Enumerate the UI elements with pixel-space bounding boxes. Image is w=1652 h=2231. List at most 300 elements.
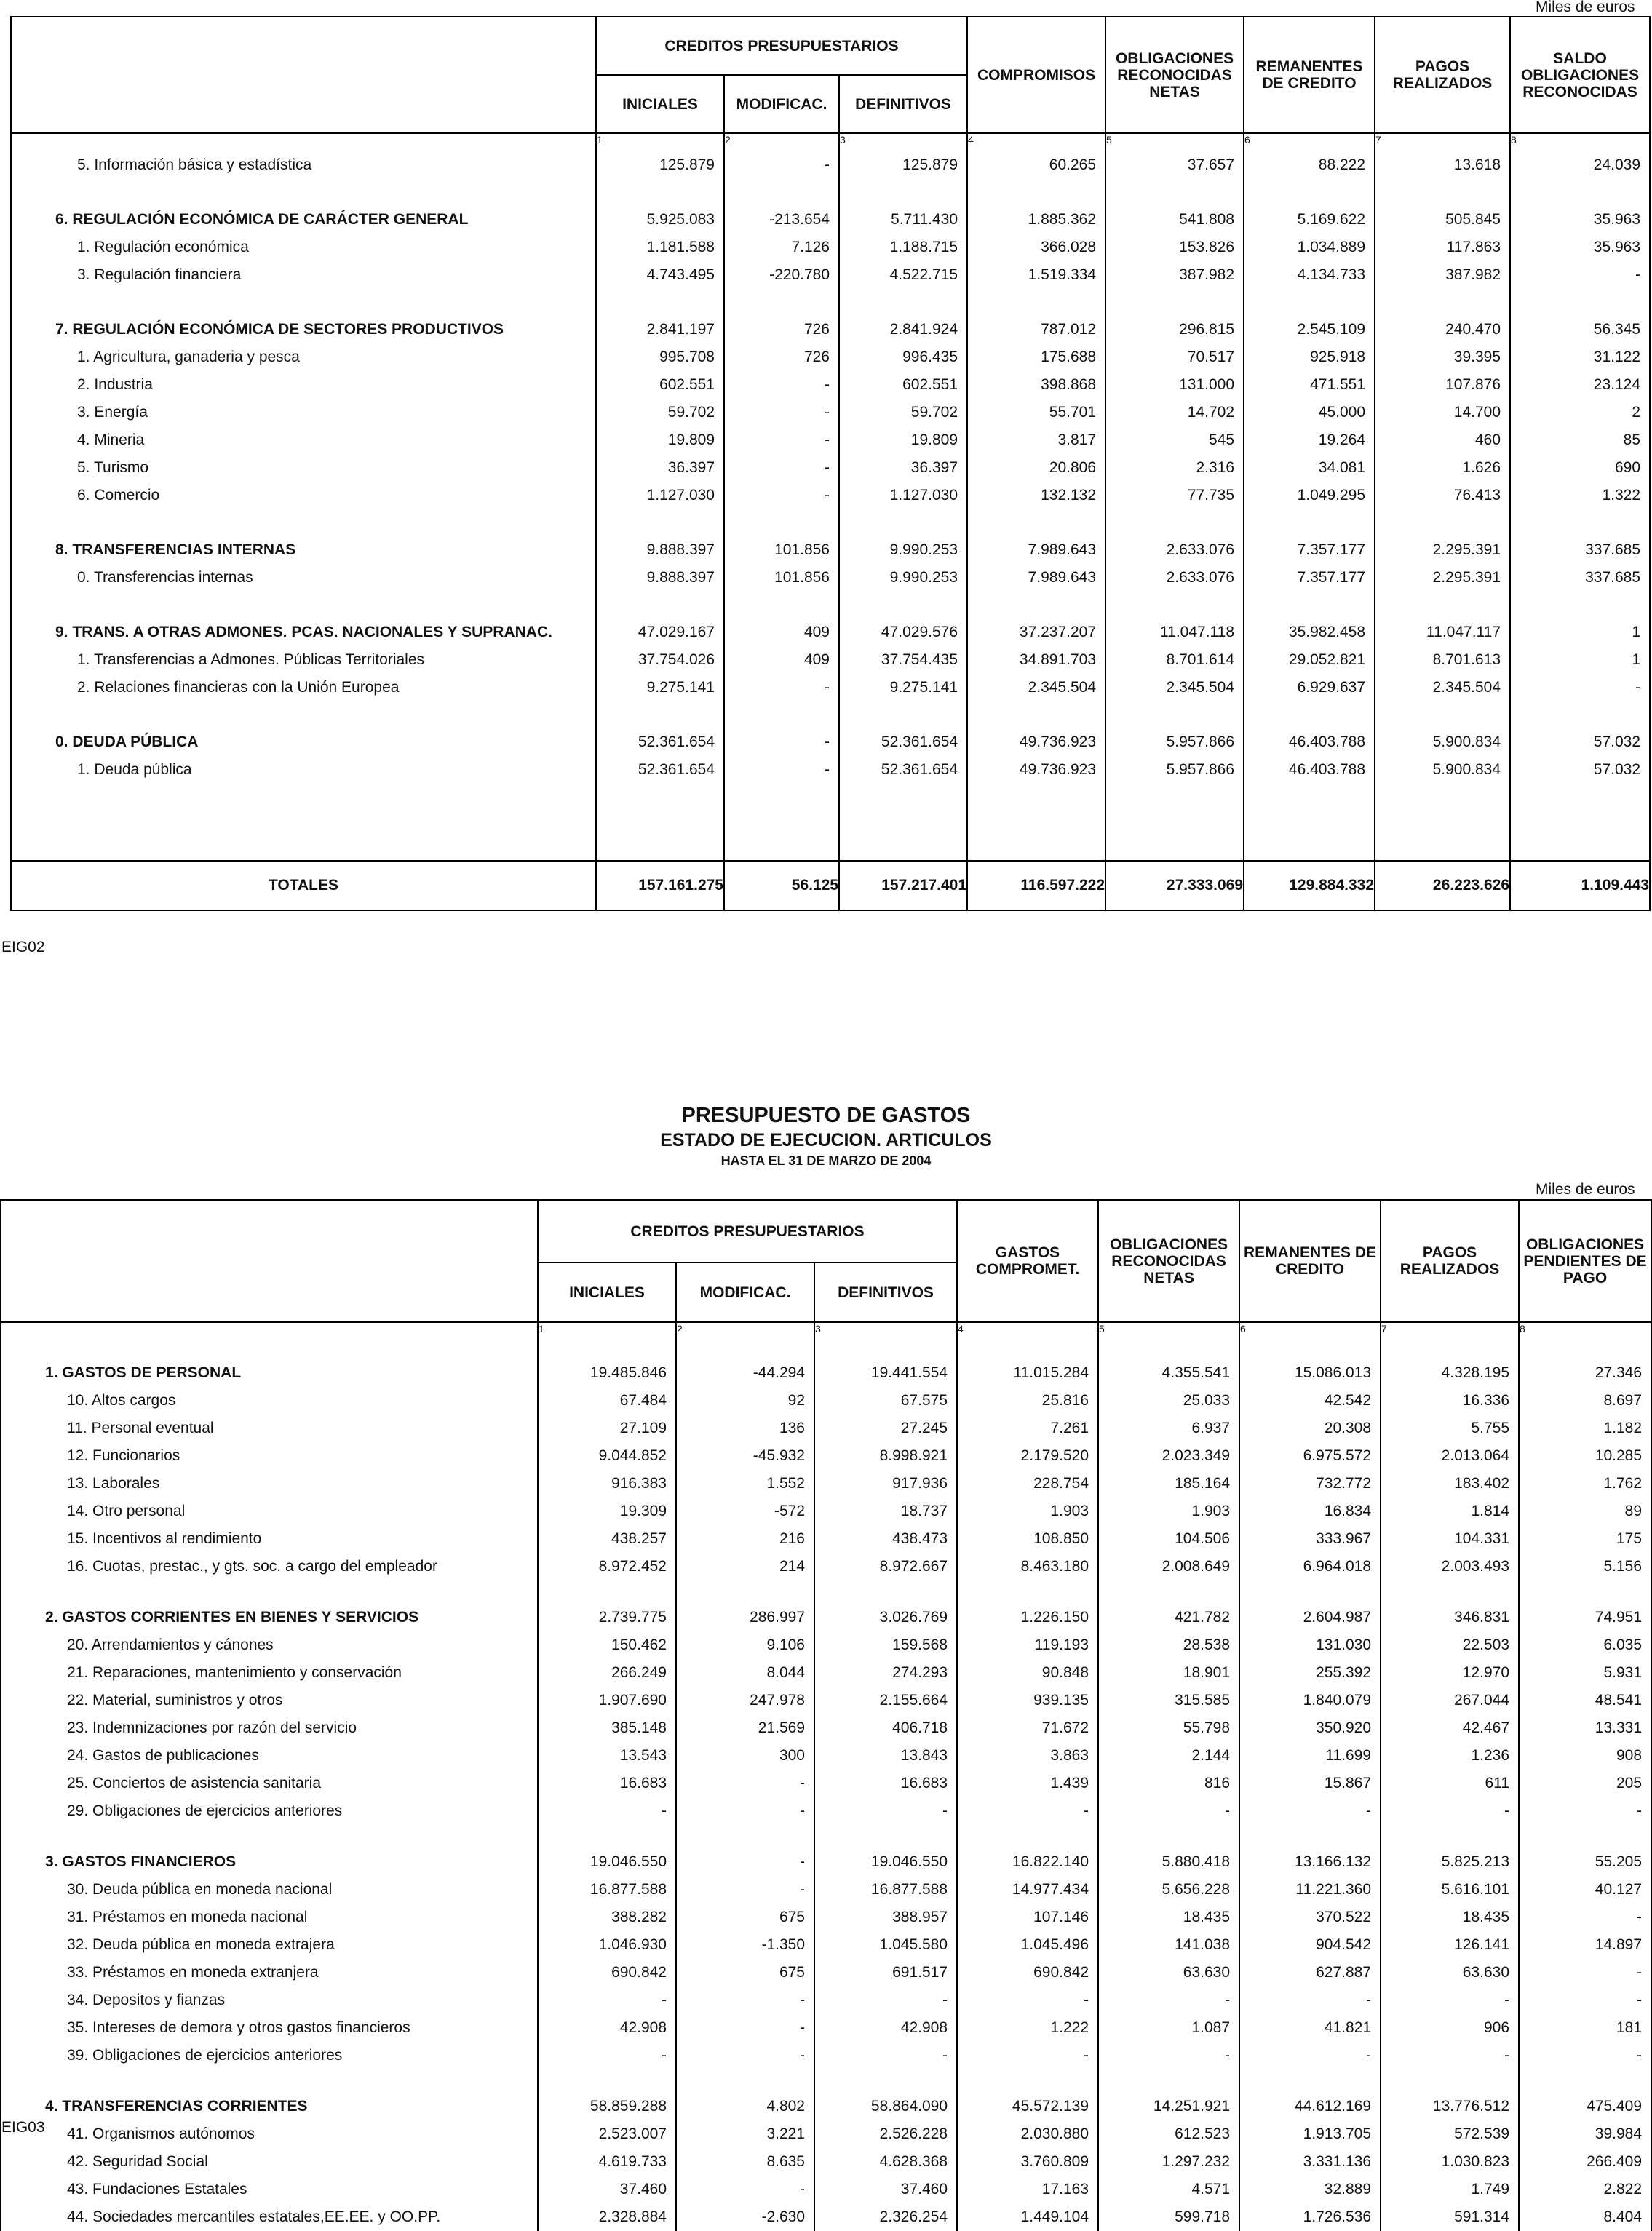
row-value: 2.841.924 bbox=[839, 316, 967, 343]
row-value: 409 bbox=[724, 619, 839, 646]
row-value: 46.403.788 bbox=[1244, 728, 1375, 756]
row-value: 1.236 bbox=[1381, 1742, 1519, 1770]
header-obligaciones-2: OBLIGACIONES RECONOCIDAS NETAS bbox=[1098, 1200, 1239, 1322]
row-value: 471.551 bbox=[1244, 371, 1375, 399]
row-value: 572.539 bbox=[1381, 2120, 1519, 2148]
spacer-row bbox=[11, 701, 1650, 728]
row-value: 5.900.834 bbox=[1375, 756, 1510, 784]
row-value: 104.506 bbox=[1098, 1525, 1239, 1553]
row-value: 366.028 bbox=[967, 234, 1105, 261]
row-value: 2.326.254 bbox=[814, 2203, 957, 2231]
row-value: 2.841.197 bbox=[596, 316, 724, 343]
row-value: 5.156 bbox=[1519, 1553, 1651, 1580]
column-number: 3 bbox=[814, 1322, 957, 1340]
row-value: 1.087 bbox=[1098, 2014, 1239, 2042]
spacer-row bbox=[1, 1580, 1651, 1604]
row-value: 42.908 bbox=[814, 2014, 957, 2042]
row-value: 136 bbox=[676, 1415, 814, 1442]
row-label: 5. Información básica y estadística bbox=[77, 156, 312, 173]
row-value: 57.032 bbox=[1510, 728, 1650, 756]
row-value: 2.604.987 bbox=[1239, 1604, 1381, 1631]
row-value: 2.526.228 bbox=[814, 2120, 957, 2148]
row-value: 22.503 bbox=[1381, 1631, 1519, 1659]
row-value: 27.245 bbox=[814, 1415, 957, 1442]
row-value: 2.328.884 bbox=[538, 2203, 676, 2231]
row-label: 8. TRANSFERENCIAS INTERNAS bbox=[55, 541, 296, 558]
row-value: - bbox=[1519, 1904, 1651, 1931]
row-value: - bbox=[538, 1797, 676, 1825]
column-number-row bbox=[11, 133, 1650, 151]
spacer-row bbox=[1, 1340, 1651, 1359]
row-value: 37.237.207 bbox=[967, 619, 1105, 646]
row-value: 126.141 bbox=[1381, 1931, 1519, 1959]
row-value: - bbox=[724, 426, 839, 454]
row-value: 7.989.643 bbox=[967, 536, 1105, 564]
row-value: 13.618 bbox=[1375, 151, 1510, 179]
table-row bbox=[1, 1742, 1651, 1770]
totals-value: 56.125 bbox=[724, 861, 839, 910]
column-number: 1 bbox=[538, 1322, 676, 1340]
row-value: - bbox=[957, 1797, 1098, 1825]
header-creditos-2: CREDITOS PRESUPUESTARIOS bbox=[538, 1200, 957, 1262]
row-value: 205 bbox=[1519, 1770, 1651, 1797]
row-value: 131.030 bbox=[1239, 1631, 1381, 1659]
row-value: 505.845 bbox=[1375, 206, 1510, 234]
row-value: 63.630 bbox=[1098, 1959, 1239, 1987]
row-value: - bbox=[724, 482, 839, 509]
row-value: 9.888.397 bbox=[596, 536, 724, 564]
row-value: 1.814 bbox=[1381, 1498, 1519, 1525]
row-value: 11.699 bbox=[1239, 1742, 1381, 1770]
row-value: - bbox=[676, 1848, 814, 1876]
header-remanentes-2: REMANENTES DE CREDITO bbox=[1239, 1200, 1381, 1322]
row-value: 5.957.866 bbox=[1105, 756, 1244, 784]
row-label: 25. Conciertos de asistencia sanitaria bbox=[67, 1775, 322, 1791]
row-value: 438.473 bbox=[814, 1525, 957, 1553]
row-value: 29.052.821 bbox=[1244, 646, 1375, 674]
row-value: 16.834 bbox=[1239, 1498, 1381, 1525]
row-value: 16.877.588 bbox=[814, 1876, 957, 1904]
totals-value: 27.333.069 bbox=[1105, 861, 1244, 910]
row-value: 816 bbox=[1098, 1770, 1239, 1797]
row-value: 45.572.139 bbox=[957, 2093, 1098, 2120]
row-value: 247.978 bbox=[676, 1687, 814, 1714]
row-label: 11. Personal eventual bbox=[67, 1420, 214, 1436]
row-value: 346.831 bbox=[1381, 1604, 1519, 1631]
row-label: 33. Préstamos en moneda extranjera bbox=[67, 1964, 319, 1981]
row-value: 13.166.132 bbox=[1239, 1848, 1381, 1876]
row-label: 2. Industria bbox=[77, 376, 153, 393]
row-value: - bbox=[1239, 1987, 1381, 2014]
row-value: 16.683 bbox=[538, 1770, 676, 1797]
row-value: 2.345.504 bbox=[967, 674, 1105, 701]
row-value: 2.023.349 bbox=[1098, 1442, 1239, 1470]
row-value: 9.044.852 bbox=[538, 1442, 676, 1470]
row-value: 15.867 bbox=[1239, 1770, 1381, 1797]
column-number: 4 bbox=[957, 1322, 1098, 1340]
totals-value: 26.223.626 bbox=[1375, 861, 1510, 910]
row-value: -44.294 bbox=[676, 1359, 814, 1387]
column-number: 7 bbox=[1375, 133, 1510, 151]
row-value: 691.517 bbox=[814, 1959, 957, 1987]
row-value: 300 bbox=[676, 1742, 814, 1770]
row-label: 4. TRANSFERENCIAS CORRIENTES bbox=[45, 2098, 308, 2115]
table-row bbox=[1, 2148, 1651, 2176]
row-value: 2.030.880 bbox=[957, 2120, 1098, 2148]
header-modificac-2: MODIFICAC. bbox=[676, 1262, 814, 1322]
row-value: 286.997 bbox=[676, 1604, 814, 1631]
row-value: 1.045.580 bbox=[814, 1931, 957, 1959]
row-value: 8.998.921 bbox=[814, 1442, 957, 1470]
row-value: 25.816 bbox=[957, 1387, 1098, 1415]
row-value: 1.226.150 bbox=[957, 1604, 1098, 1631]
header-iniciales-2: INICIALES bbox=[538, 1262, 676, 1322]
row-value: 1.181.588 bbox=[596, 234, 724, 261]
row-value: - bbox=[1510, 261, 1650, 289]
section-heading-row bbox=[1, 1848, 1651, 1876]
row-label: 0. Transferencias internas bbox=[77, 569, 253, 586]
row-value: 18.435 bbox=[1381, 1904, 1519, 1931]
table-row bbox=[11, 234, 1650, 261]
table-row bbox=[1, 1470, 1651, 1498]
row-label: 0. DEUDA PÚBLICA bbox=[55, 733, 199, 750]
table-row bbox=[1, 1959, 1651, 1987]
row-value: 31.122 bbox=[1510, 343, 1650, 371]
row-value: - bbox=[1098, 2042, 1239, 2069]
row-value: 9.106 bbox=[676, 1631, 814, 1659]
row-value: 1.049.295 bbox=[1244, 482, 1375, 509]
row-value: - bbox=[538, 1987, 676, 2014]
row-value: 3.331.136 bbox=[1239, 2148, 1381, 2176]
row-value: 9.275.141 bbox=[839, 674, 967, 701]
row-value: 5.711.430 bbox=[839, 206, 967, 234]
row-value: 85 bbox=[1510, 426, 1650, 454]
table-row bbox=[11, 343, 1650, 371]
row-value: 315.585 bbox=[1098, 1687, 1239, 1714]
row-label: 32. Deuda pública en moneda extrajera bbox=[67, 1936, 335, 1953]
footer-code-1: EIG02 bbox=[1, 939, 45, 955]
row-value: 388.957 bbox=[814, 1904, 957, 1931]
row-value: 1.045.496 bbox=[957, 1931, 1098, 1959]
row-value: 13.331 bbox=[1519, 1714, 1651, 1742]
table-row bbox=[1, 1687, 1651, 1714]
row-value: 906 bbox=[1381, 2014, 1519, 2042]
row-value: 1.439 bbox=[957, 1770, 1098, 1797]
document-title: PRESUPUESTO DE GASTOS bbox=[681, 1104, 971, 1127]
row-value: - bbox=[724, 756, 839, 784]
row-value: 47.029.167 bbox=[596, 619, 724, 646]
table-row bbox=[11, 399, 1650, 426]
row-value: 37.754.026 bbox=[596, 646, 724, 674]
row-value: 108.850 bbox=[957, 1525, 1098, 1553]
table-row bbox=[11, 482, 1650, 509]
row-label: 10. Altos cargos bbox=[67, 1392, 176, 1409]
row-value: - bbox=[724, 371, 839, 399]
row-value: 1.127.030 bbox=[839, 482, 967, 509]
row-value: 52.361.654 bbox=[596, 728, 724, 756]
row-value: - bbox=[676, 1876, 814, 1904]
row-value: 8.044 bbox=[676, 1659, 814, 1687]
row-value: 3.760.809 bbox=[957, 2148, 1098, 2176]
row-value: 11.221.360 bbox=[1239, 1876, 1381, 1904]
row-value: 627.887 bbox=[1239, 1959, 1381, 1987]
row-value: 6.964.018 bbox=[1239, 1553, 1381, 1580]
row-value: 387.982 bbox=[1105, 261, 1244, 289]
row-value: 59.702 bbox=[596, 399, 724, 426]
spacer-row bbox=[11, 509, 1650, 536]
row-label: 2. Relaciones financieras con la Unión Europea bbox=[77, 679, 400, 696]
row-value: 2.179.520 bbox=[957, 1442, 1098, 1470]
row-value: -220.780 bbox=[724, 261, 839, 289]
row-value: 1.449.104 bbox=[957, 2203, 1098, 2231]
row-label: 1. GASTOS DE PERSONAL bbox=[45, 1364, 242, 1381]
row-value: - bbox=[1519, 1987, 1651, 2014]
row-value: 602.551 bbox=[596, 371, 724, 399]
spacer-row bbox=[1, 1825, 1651, 1848]
row-value: 41.821 bbox=[1239, 2014, 1381, 2042]
row-value: - bbox=[814, 1797, 957, 1825]
row-value: 25.033 bbox=[1098, 1387, 1239, 1415]
row-label: 1. Deuda pública bbox=[77, 761, 192, 778]
row-value: 67.575 bbox=[814, 1387, 957, 1415]
row-value: 5.900.834 bbox=[1375, 728, 1510, 756]
row-value: 2.013.064 bbox=[1381, 1442, 1519, 1470]
row-value: 14.977.434 bbox=[957, 1876, 1098, 1904]
row-label: 42. Seguridad Social bbox=[67, 2153, 208, 2170]
row-value: 88.222 bbox=[1244, 151, 1375, 179]
row-value: 6.937 bbox=[1098, 1415, 1239, 1442]
row-value: 28.538 bbox=[1098, 1631, 1239, 1659]
row-value: - bbox=[1519, 1797, 1651, 1825]
row-value: 42.542 bbox=[1239, 1387, 1381, 1415]
header-compromisos: COMPROMISOS bbox=[967, 17, 1105, 133]
row-label: 14. Otro personal bbox=[67, 1503, 186, 1519]
row-value: 2.295.391 bbox=[1375, 564, 1510, 592]
row-label: 35. Intereses de demora y otros gastos financieros bbox=[67, 2019, 410, 2036]
row-value: 36.397 bbox=[839, 454, 967, 482]
row-value: 916.383 bbox=[538, 1470, 676, 1498]
table-row bbox=[11, 371, 1650, 399]
row-value: 228.754 bbox=[957, 1470, 1098, 1498]
row-value: 398.868 bbox=[967, 371, 1105, 399]
row-value: 2.633.076 bbox=[1105, 564, 1244, 592]
row-label: 3. GASTOS FINANCIEROS bbox=[45, 1853, 237, 1870]
column-number: 3 bbox=[839, 133, 967, 151]
row-value: 34.081 bbox=[1244, 454, 1375, 482]
row-value: - bbox=[724, 674, 839, 701]
row-value: 2.155.664 bbox=[814, 1687, 957, 1714]
row-value: 612.523 bbox=[1098, 2120, 1239, 2148]
row-value: 611 bbox=[1381, 1770, 1519, 1797]
row-value: 52.361.654 bbox=[596, 756, 724, 784]
row-value: 4.619.733 bbox=[538, 2148, 676, 2176]
row-value: 438.257 bbox=[538, 1525, 676, 1553]
row-value: 36.397 bbox=[596, 454, 724, 482]
row-value: - bbox=[1381, 1987, 1519, 2014]
row-label: 1. Transferencias a Admones. Públicas Territoriales bbox=[77, 651, 425, 668]
row-value: 39.395 bbox=[1375, 343, 1510, 371]
row-value: 541.808 bbox=[1105, 206, 1244, 234]
row-value: 40.127 bbox=[1519, 1876, 1651, 1904]
row-value: 16.822.140 bbox=[957, 1848, 1098, 1876]
row-value: 16.336 bbox=[1381, 1387, 1519, 1415]
row-value: 35.963 bbox=[1510, 234, 1650, 261]
row-value: 1.903 bbox=[1098, 1498, 1239, 1525]
row-value: 9.990.253 bbox=[839, 536, 967, 564]
section-heading-row bbox=[1, 1359, 1651, 1387]
row-value: 787.012 bbox=[967, 316, 1105, 343]
row-value: 14.251.921 bbox=[1098, 2093, 1239, 2120]
row-value: - bbox=[676, 2176, 814, 2203]
row-value: 675 bbox=[676, 1959, 814, 1987]
row-value: 370.522 bbox=[1239, 1904, 1381, 1931]
row-value: 39.984 bbox=[1519, 2120, 1651, 2148]
table-row bbox=[11, 426, 1650, 454]
row-value: 5.656.228 bbox=[1098, 1876, 1239, 1904]
row-value: 2.003.493 bbox=[1381, 1553, 1519, 1580]
row-value: 4.571 bbox=[1098, 2176, 1239, 2203]
row-value: -45.932 bbox=[676, 1442, 814, 1470]
table-row bbox=[11, 674, 1650, 701]
row-value: 101.856 bbox=[724, 536, 839, 564]
row-value: 690.842 bbox=[538, 1959, 676, 1987]
row-value: 15.086.013 bbox=[1239, 1359, 1381, 1387]
row-value: 4.628.368 bbox=[814, 2148, 957, 2176]
row-value: 44.612.169 bbox=[1239, 2093, 1381, 2120]
row-value: 7.261 bbox=[957, 1415, 1098, 1442]
row-value: 90.848 bbox=[957, 1659, 1098, 1687]
spacer-row bbox=[11, 179, 1650, 206]
row-value: 18.435 bbox=[1098, 1904, 1239, 1931]
row-value: - bbox=[676, 1770, 814, 1797]
row-value: 1.222 bbox=[957, 2014, 1098, 2042]
row-value: 475.409 bbox=[1519, 2093, 1651, 2120]
row-value: - bbox=[814, 1987, 957, 2014]
row-value: 1.297.232 bbox=[1098, 2148, 1239, 2176]
row-value: 16.877.588 bbox=[538, 1876, 676, 1904]
row-value: 49.736.923 bbox=[967, 756, 1105, 784]
row-value: 5.825.213 bbox=[1381, 1848, 1519, 1876]
row-value: - bbox=[676, 1797, 814, 1825]
row-value: 1.519.334 bbox=[967, 261, 1105, 289]
table-row bbox=[1, 1797, 1651, 1825]
row-value: 421.782 bbox=[1098, 1604, 1239, 1631]
header-pagos: PAGOS REALIZADOS bbox=[1375, 17, 1510, 133]
row-value: - bbox=[676, 2042, 814, 2069]
footer-code-2: EIG03 bbox=[1, 2119, 45, 2136]
header-remanentes: REMANENTES DE CREDITO bbox=[1244, 17, 1375, 133]
row-value: 55.798 bbox=[1098, 1714, 1239, 1742]
row-value: 21.569 bbox=[676, 1714, 814, 1742]
row-value: 71.672 bbox=[957, 1714, 1098, 1742]
row-value: 92 bbox=[676, 1387, 814, 1415]
row-value: 4.743.495 bbox=[596, 261, 724, 289]
row-value: 409 bbox=[724, 646, 839, 674]
row-value: 18.901 bbox=[1098, 1659, 1239, 1687]
table-row bbox=[11, 564, 1650, 592]
totals-value: 129.884.332 bbox=[1244, 861, 1375, 910]
row-value: 387.982 bbox=[1375, 261, 1510, 289]
column-number: 6 bbox=[1244, 133, 1375, 151]
row-value: - bbox=[1381, 1797, 1519, 1825]
row-value: 4.802 bbox=[676, 2093, 814, 2120]
column-number: 5 bbox=[1105, 133, 1244, 151]
row-label: 12. Funcionarios bbox=[67, 1447, 180, 1464]
table-row bbox=[11, 261, 1650, 289]
row-value: 48.541 bbox=[1519, 1687, 1651, 1714]
row-value: 1.030.823 bbox=[1381, 2148, 1519, 2176]
table-row bbox=[1, 2014, 1651, 2042]
row-value: 1.907.690 bbox=[538, 1687, 676, 1714]
row-value: 37.460 bbox=[538, 2176, 676, 2203]
row-value: 2.545.109 bbox=[1244, 316, 1375, 343]
row-value: 27.109 bbox=[538, 1415, 676, 1442]
row-value: - bbox=[1519, 1959, 1651, 1987]
row-value: 159.568 bbox=[814, 1631, 957, 1659]
row-value: 60.265 bbox=[967, 151, 1105, 179]
row-value: 3.817 bbox=[967, 426, 1105, 454]
row-value: 19.309 bbox=[538, 1498, 676, 1525]
row-value: 267.044 bbox=[1381, 1687, 1519, 1714]
document-subtitle: ESTADO DE EJECUCION. ARTICULOS bbox=[660, 1130, 992, 1150]
row-value: 337.685 bbox=[1510, 536, 1650, 564]
row-value: - bbox=[724, 151, 839, 179]
row-value: 107.146 bbox=[957, 1904, 1098, 1931]
row-value: 57.032 bbox=[1510, 756, 1650, 784]
row-value: - bbox=[1239, 1797, 1381, 1825]
row-value: 460 bbox=[1375, 426, 1510, 454]
row-value: 2.345.504 bbox=[1105, 674, 1244, 701]
row-label: 34. Depositos y fianzas bbox=[67, 1992, 226, 2008]
spacer-row bbox=[11, 784, 1650, 861]
row-value: 8.701.613 bbox=[1375, 646, 1510, 674]
row-value: 904.542 bbox=[1239, 1931, 1381, 1959]
header-pendientes: OBLIGACIONES PENDIENTES DE PAGO bbox=[1519, 1200, 1651, 1322]
row-value: 9.275.141 bbox=[596, 674, 724, 701]
header-definitivos: DEFINITIVOS bbox=[839, 75, 967, 133]
row-value: 240.470 bbox=[1375, 316, 1510, 343]
row-value: 19.264 bbox=[1244, 426, 1375, 454]
column-number: 8 bbox=[1519, 1322, 1651, 1340]
row-value: 20.806 bbox=[967, 454, 1105, 482]
table-row bbox=[1, 2120, 1651, 2148]
column-number: 6 bbox=[1239, 1322, 1381, 1340]
row-value: 7.357.177 bbox=[1244, 536, 1375, 564]
row-value: 89 bbox=[1519, 1498, 1651, 1525]
row-value: 52.361.654 bbox=[839, 756, 967, 784]
row-value: 63.630 bbox=[1381, 1959, 1519, 1987]
row-value: 49.736.923 bbox=[967, 728, 1105, 756]
row-label: 1. Regulación económica bbox=[77, 239, 249, 255]
row-value: 1.726.536 bbox=[1239, 2203, 1381, 2231]
row-label: 7. REGULACIÓN ECONÓMICA DE SECTORES PRODUCTIVOS bbox=[55, 321, 504, 338]
row-value: 19.485.846 bbox=[538, 1359, 676, 1387]
row-value: 3.026.769 bbox=[814, 1604, 957, 1631]
row-label: 2. GASTOS CORRIENTES EN BIENES Y SERVICIOS bbox=[45, 1609, 419, 1626]
row-value: 337.685 bbox=[1510, 564, 1650, 592]
row-label: 22. Material, suministros y otros bbox=[67, 1692, 283, 1709]
row-value: 8.463.180 bbox=[957, 1553, 1098, 1580]
row-value: 125.879 bbox=[839, 151, 967, 179]
row-value: 37.754.435 bbox=[839, 646, 967, 674]
row-value: 2.316 bbox=[1105, 454, 1244, 482]
row-value: 5.169.622 bbox=[1244, 206, 1375, 234]
totals-label: TOTALES bbox=[11, 861, 596, 910]
row-value: 11.047.117 bbox=[1375, 619, 1510, 646]
table-row bbox=[1, 1770, 1651, 1797]
row-value: 181 bbox=[1519, 2014, 1651, 2042]
header-iniciales: INICIALES bbox=[596, 75, 724, 133]
